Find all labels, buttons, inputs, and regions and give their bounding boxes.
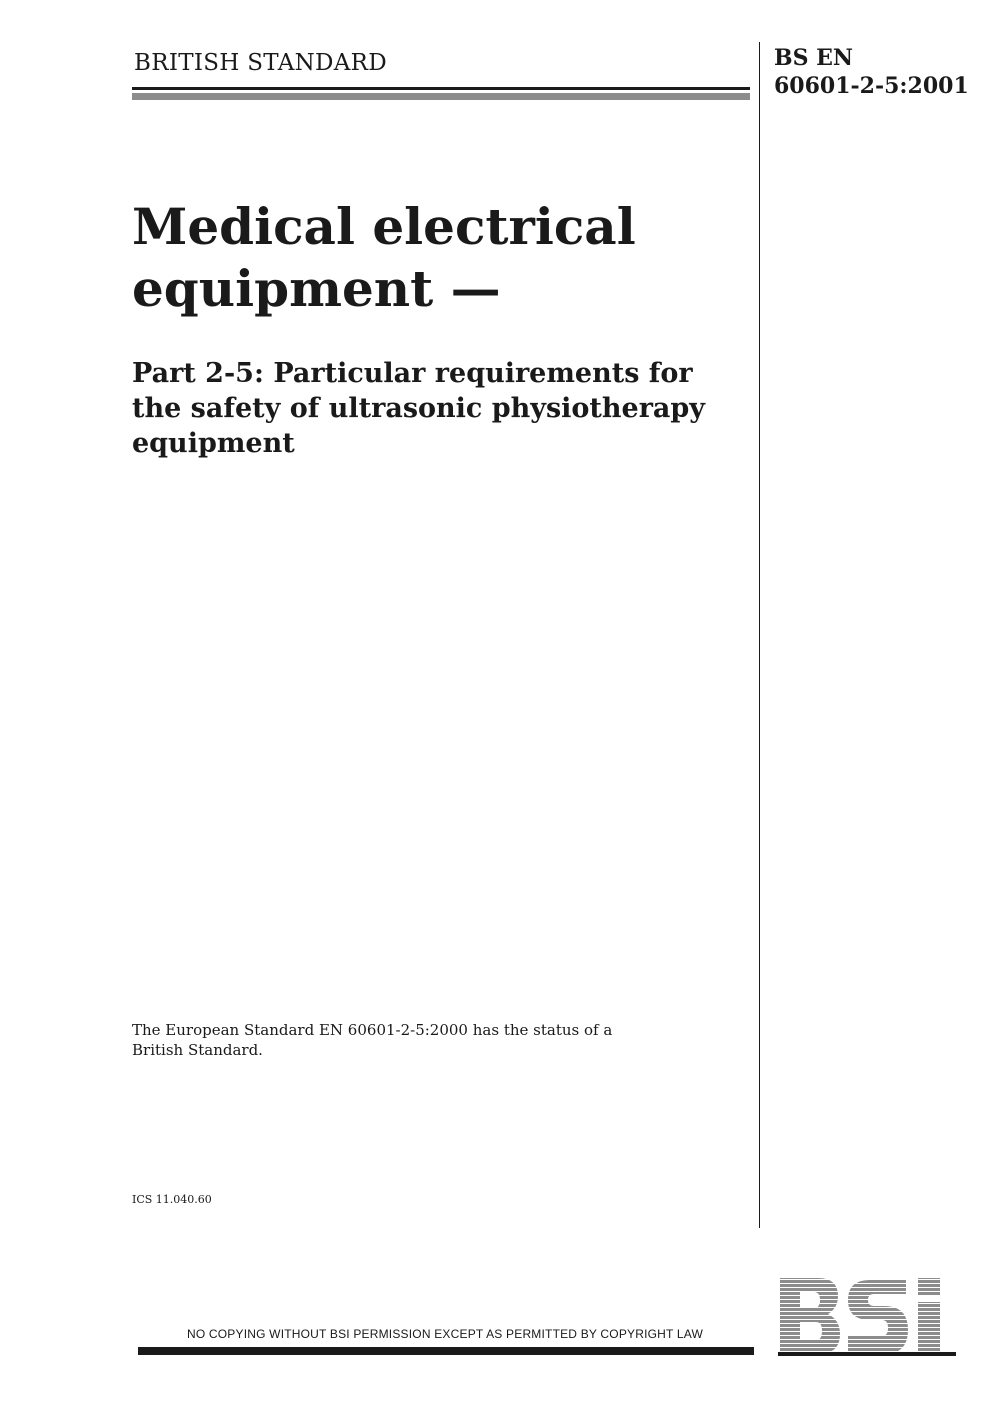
copyright-notice: NO COPYING WITHOUT BSI PERMISSION EXCEPT AS PERMITTED BY COPYRIGHT LAW [186, 1327, 704, 1341]
header-rule-thick [132, 93, 750, 100]
status-note [132, 1020, 652, 1060]
standard-number-line2: 60601-2-5:2001 [774, 73, 969, 99]
footer-rule [138, 1347, 754, 1355]
standard-number-line1: BS EN [774, 45, 854, 71]
column-divider [759, 42, 760, 1228]
page-subtitle [132, 356, 742, 461]
bsi-logo-icon [778, 1276, 956, 1356]
page-title-line2: equipment — [132, 259, 501, 318]
standard-number [774, 44, 969, 100]
page-subtitle-line2: the safety of ultrasonic physiotherapy [132, 393, 705, 424]
document-series-label: BRITISH STANDARD [134, 50, 388, 76]
page-title-line1: Medical electrical [132, 197, 636, 256]
page-subtitle-line3: equipment [132, 428, 295, 459]
page-title [132, 196, 732, 320]
status-note-line1: The European Standard EN 60601-2-5:2000 has the status of a [132, 1021, 613, 1039]
page-subtitle-line1: Part 2-5: Particular requirements for [132, 358, 693, 389]
ics-code: ICS 11.040.60 [132, 1193, 212, 1206]
header-rule-thin [132, 87, 750, 90]
status-note-line2: British Standard. [132, 1041, 263, 1059]
